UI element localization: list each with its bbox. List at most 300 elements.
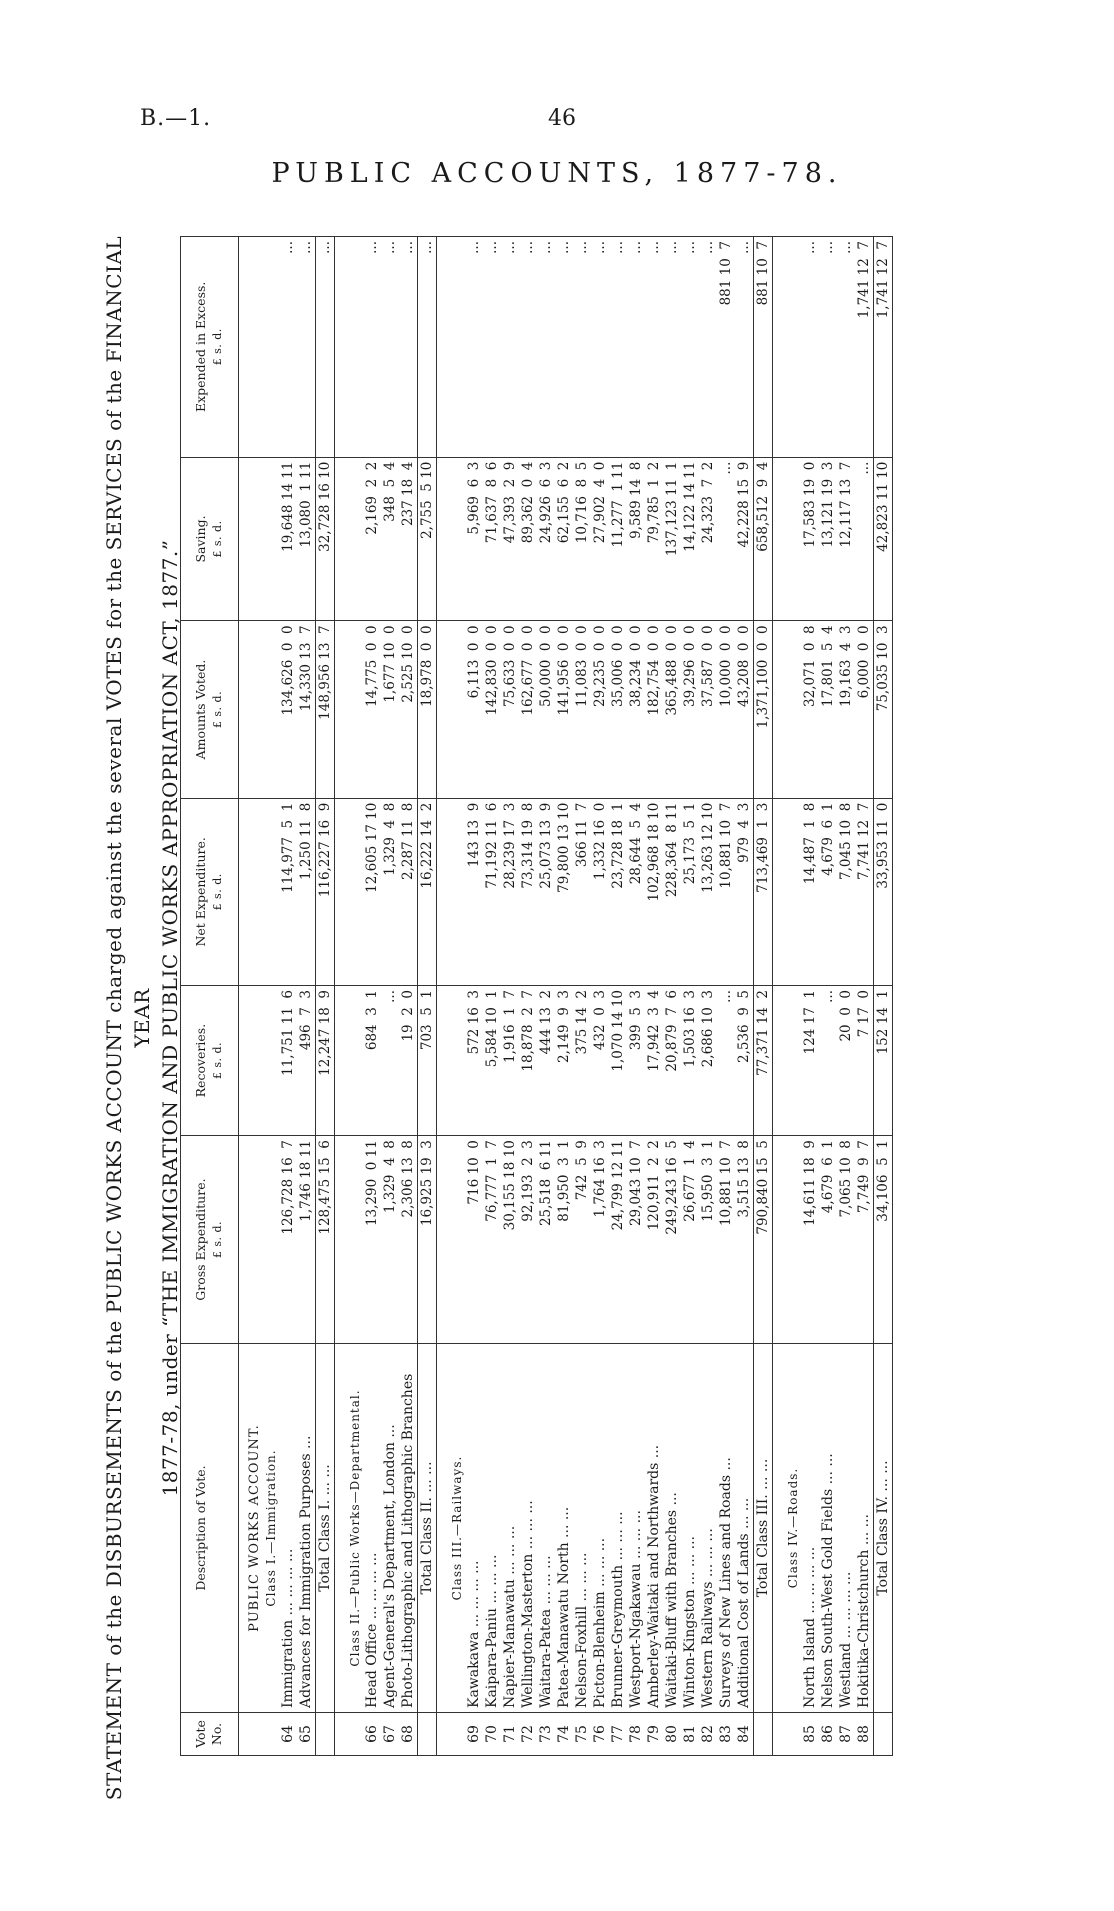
cell-excess: ... [501,237,519,458]
cell-rec: 124 17 1 [801,986,819,1136]
cell-voted: 18,978 0 0 [418,621,437,798]
cell-rec: 2,149 9 3 [555,986,573,1136]
cell-excess: ... [573,237,591,458]
cell-net: 16,222 14 2 [418,798,437,985]
cell-net: 28,239 17 3 [501,798,519,985]
page-reference: B.—1. [140,106,212,131]
cell-saving: 14,122 14 11 [681,457,699,621]
table-row [381,237,399,1756]
table-row [501,237,519,1756]
cell-saving: 137,123 11 1 [663,457,681,621]
cell-gross: 10,881 10 7 [717,1136,735,1344]
cell-voted: 365,488 0 0 [663,621,681,798]
table-row [537,237,555,1756]
cell-saving: 17,583 19 0 [801,457,819,621]
cell-excess: ... [819,237,837,458]
table-row [519,237,537,1756]
cell-excess: ... [555,237,573,458]
cell-rec: ... [381,986,399,1136]
cell-gross: 7,065 10 8 [837,1136,855,1344]
cell-voted: 39,296 0 0 [681,621,699,798]
cell-gross: 120,911 2 2 [645,1136,663,1344]
cell-excess: ... [837,237,855,458]
cell-desc: Kaipara-Paniu ... ... ... [483,1344,501,1713]
cell-gross: 4,679 6 1 [819,1136,837,1344]
total-row [316,237,335,1756]
table-row [855,237,874,1756]
cell-excess: 881 10 7 [754,237,773,458]
cell-gross: 1,746 18 11 [297,1136,316,1344]
units-label: £ s. d. [211,1221,224,1259]
total-row [874,237,893,1756]
cell-vote [754,1713,773,1756]
table-row [399,237,418,1756]
cell-saving: 71,637 8 6 [483,457,501,621]
cell-vote: 68 [399,1713,418,1756]
page-number: 46 [548,106,576,131]
cell-net: 102,968 18 10 [645,798,663,985]
cell-net: 33,953 11 0 [874,798,893,985]
table-row [627,237,645,1756]
section-class-2: Class II.—Public Works—Departmental. [347,1344,363,1713]
rotated-statement [100,228,1060,1808]
cell-net: 1,250 11 8 [297,798,316,985]
cell-vote: 71 [501,1713,519,1756]
cell-net: 143 13 9 [465,798,483,985]
disbursements-table [180,236,893,1756]
cell-voted: 75,035 10 3 [874,621,893,798]
cell-excess: ... [663,237,681,458]
cell-net: 4,679 6 1 [819,798,837,985]
cell-desc: Napier-Manawatu ... ... ... [501,1344,519,1713]
cell-net: 71,192 11 6 [483,798,501,985]
section-heading-row [449,237,465,1756]
cell-gross: 126,728 16 7 [279,1136,297,1344]
section-account-title: PUBLIC WORKS ACCOUNT. [239,1344,264,1713]
cell-desc: Nelson South-West Gold Fields ... ... [819,1344,837,1713]
cell-vote: 64 [279,1713,297,1756]
table-row [483,237,501,1756]
cell-excess: ... [399,237,418,458]
cell-gross: 16,925 19 3 [418,1136,437,1344]
cell-voted: 1,371,100 0 0 [754,621,773,798]
table-row [801,237,819,1756]
cell-desc: Total Class I. ... ... [316,1344,335,1713]
cell-net: 12,605 17 10 [363,798,381,985]
cell-rec: 1,916 1 7 [501,986,519,1136]
units-label: £ s. d. [211,520,224,558]
caption-line-2: 1877-78, under “THE IMMIGRATION AND PUBLIC WORKS APPROPRIATION ACT, 1877.” [158,539,182,1497]
units-label: £ s. d. [211,1042,224,1080]
table-row [819,237,837,1756]
cell-excess: 881 10 7 [717,237,735,458]
cell-gross: 30,155 18 10 [501,1136,519,1344]
table-body [239,237,893,1756]
cell-voted: 141,956 0 0 [555,621,573,798]
cell-voted: 43,208 0 0 [735,621,754,798]
table-row [717,237,735,1756]
cell-excess: ... [609,237,627,458]
cell-gross: 716 10 0 [465,1136,483,1344]
cell-gross: 1,329 4 8 [381,1136,399,1344]
section-class-4: Class IV.—Roads. [785,1344,801,1713]
cell-vote: 80 [663,1713,681,1756]
col-voted [181,621,239,798]
cell-rec: 19 2 0 [399,986,418,1136]
cell-saving: 42,823 11 10 [874,457,893,621]
cell-excess: ... [363,237,381,458]
cell-rec: ... [819,986,837,1136]
cell-desc: Advances for Immigration Purposes ... [297,1344,316,1713]
cell-excess: ... [297,237,316,458]
cell-gross: 34,106 5 1 [874,1136,893,1344]
cell-rec: 12,247 18 9 [316,986,335,1136]
table-row [297,237,316,1756]
cell-net: 979 4 3 [735,798,754,985]
col-gross [181,1136,239,1344]
cell-rec: 1,070 14 10 [609,986,627,1136]
cell-vote: 78 [627,1713,645,1756]
cell-voted: 38,234 0 0 [627,621,645,798]
cell-net: 713,469 1 3 [754,798,773,985]
cell-saving: 5,969 6 3 [465,457,483,621]
cell-vote: 74 [555,1713,573,1756]
total-row [418,237,437,1756]
cell-vote: 88 [855,1713,874,1756]
cell-desc: Western Railways ... ... ... [699,1344,717,1713]
cell-vote: 65 [297,1713,316,1756]
caption-line-1: STATEMENT of the DISBURSEMENTS of the PUBLIC WORKS ACCOUNT charged against the several VOTES for the SERVICES of the FINANCIAL YEAR [102,235,154,1801]
cell-desc: Brunner-Greymouth ... ... ... [609,1344,627,1713]
table-row [735,237,754,1756]
cell-gross: 7,749 9 7 [855,1136,874,1344]
cell-voted: 35,006 0 0 [609,621,627,798]
cell-saving: 27,902 4 0 [591,457,609,621]
cell-rec: 7 17 0 [855,986,874,1136]
cell-vote: 87 [837,1713,855,1756]
col-recoveries [181,986,239,1136]
cell-rec: 18,878 2 7 [519,986,537,1136]
cell-saving: 24,926 6 3 [537,457,555,621]
cell-saving: 13,080 1 11 [297,457,316,621]
cell-voted: 162,677 0 0 [519,621,537,798]
cell-gross: 1,764 16 3 [591,1136,609,1344]
cell-net: 28,644 5 4 [627,798,645,985]
cell-rec: 399 5 3 [627,986,645,1136]
table-row [279,237,297,1756]
units-label: £ s. d. [211,328,224,366]
cell-vote: 67 [381,1713,399,1756]
cell-desc: Total Class II. ... ... [418,1344,437,1713]
cell-voted: 6,113 0 0 [465,621,483,798]
cell-saving: 12,117 13 7 [837,457,855,621]
cell-voted: 10,000 0 0 [717,621,735,798]
cell-saving: 62,155 6 2 [555,457,573,621]
cell-vote: 81 [681,1713,699,1756]
cell-gross: 24,799 12 11 [609,1136,627,1344]
cell-desc: Waitara-Patea ... ... ... [537,1344,555,1713]
section-heading-row [347,237,363,1756]
col-description: Description of Vote. [181,1344,239,1713]
cell-voted: 37,587 0 0 [699,621,717,798]
cell-vote: 66 [363,1713,381,1756]
cell-saving: 11,277 1 11 [609,457,627,621]
cell-saving: 9,589 14 8 [627,457,645,621]
cell-saving: ... [855,457,874,621]
cell-gross: 25,518 6 11 [537,1136,555,1344]
cell-net: 2,287 11 8 [399,798,418,985]
cell-desc: Surveys of New Lines and Roads ... [717,1344,735,1713]
col-voted-label: Amounts Voted. [193,659,208,760]
cell-voted: 14,775 0 0 [363,621,381,798]
cell-saving: 47,393 2 9 [501,457,519,621]
col-saving-label: Saving. [193,515,208,563]
cell-desc: North Island ... ... ... ... [801,1344,819,1713]
cell-voted: 11,083 0 0 [573,621,591,798]
cell-net: 1,329 4 8 [381,798,399,985]
cell-desc: Immigration ... ... ... ... [279,1344,297,1713]
cell-desc: Total Class III. ... ... [754,1344,773,1713]
cell-saving: 89,362 0 4 [519,457,537,621]
cell-rec: 17,942 3 4 [645,986,663,1136]
cell-excess: ... [537,237,555,458]
cell-gross: 29,043 10 7 [627,1136,645,1344]
cell-saving: 79,785 1 2 [645,457,663,621]
cell-net: 1,332 16 0 [591,798,609,985]
cell-saving: 10,716 8 5 [573,457,591,621]
cell-excess: ... [735,237,754,458]
section-heading-row [785,237,801,1756]
section-class-1: Class I.—Immigration. [263,1344,279,1713]
col-net [181,798,239,985]
table-row [555,237,573,1756]
cell-voted: 182,754 0 0 [645,621,663,798]
cell-excess: 1,741 12 7 [855,237,874,458]
cell-rec: 375 14 2 [573,986,591,1136]
cell-voted: 75,633 0 0 [501,621,519,798]
cell-voted: 29,235 0 0 [591,621,609,798]
cell-voted: 148,956 13 7 [316,621,335,798]
cell-desc: Westport-Ngakawau ... ... ... [627,1344,645,1713]
cell-saving: 32,728 16 10 [316,457,335,621]
statement-caption [100,228,184,1808]
cell-net: 116,227 16 9 [316,798,335,985]
cell-vote: 86 [819,1713,837,1756]
cell-voted: 19,163 4 3 [837,621,855,798]
cell-vote: 75 [573,1713,591,1756]
cell-voted: 2,525 10 0 [399,621,418,798]
cell-rec: 444 13 2 [537,986,555,1136]
cell-rec: 1,503 16 3 [681,986,699,1136]
cell-desc: Total Class IV. ... ... [874,1344,893,1713]
cell-vote [874,1713,893,1756]
table-row [645,237,663,1756]
cell-rec: 2,686 10 3 [699,986,717,1136]
col-excess [181,237,239,458]
cell-gross: 790,840 15 5 [754,1136,773,1344]
units-label: £ s. d. [211,690,224,729]
cell-net: 114,977 5 1 [279,798,297,985]
cell-rec: 684 3 1 [363,986,381,1136]
cell-rec: 496 7 3 [297,986,316,1136]
cell-saving: 237 18 4 [399,457,418,621]
cell-excess: ... [279,237,297,458]
cell-excess: ... [316,237,335,458]
cell-excess: ... [681,237,699,458]
table-row [465,237,483,1756]
cell-vote: 77 [609,1713,627,1756]
cell-voted: 1,677 10 0 [381,621,399,798]
cell-vote: 79 [645,1713,663,1756]
col-vote: Vote No. [181,1713,239,1756]
table-row [663,237,681,1756]
table-row [573,237,591,1756]
cell-desc: Amberley-Waitaki and Northwards ... [645,1344,663,1713]
cell-excess: ... [591,237,609,458]
cell-voted: 50,000 0 0 [537,621,555,798]
section-heading-row [263,237,279,1756]
cell-voted: 14,330 13 7 [297,621,316,798]
table-row [609,237,627,1756]
cell-gross: 742 5 9 [573,1136,591,1344]
units-label: £ s. d. [211,873,224,911]
col-gross-label: Gross Expenditure. [193,1178,208,1301]
table-header-row [181,237,239,1756]
cell-vote [418,1713,437,1756]
cell-vote: 69 [465,1713,483,1756]
cell-excess: ... [465,237,483,458]
cell-vote: 70 [483,1713,501,1756]
table-row [837,237,855,1756]
cell-excess: ... [645,237,663,458]
cell-vote [316,1713,335,1756]
cell-desc: Nelson-Foxhill ... ... ... [573,1344,591,1713]
cell-rec: 152 14 1 [874,986,893,1136]
cell-rec: 20,879 7 6 [663,986,681,1136]
cell-gross: 249,243 16 5 [663,1136,681,1344]
cell-desc: Photo-Lithographic and Lithographic Branches [399,1344,418,1713]
cell-desc: Hokitika-Christchurch ... ... [855,1344,874,1713]
col-excess-label: Expended in Excess. [193,281,208,413]
table-row [591,237,609,1756]
cell-desc: Westland ... ... ... ... [837,1344,855,1713]
table-row [363,237,381,1756]
cell-net: 13,263 12 10 [699,798,717,985]
cell-vote: 84 [735,1713,754,1756]
cell-vote: 83 [717,1713,735,1756]
cell-rec: 5,584 10 1 [483,986,501,1136]
cell-net: 228,364 8 11 [663,798,681,985]
cell-rec: ... [717,986,735,1136]
cell-desc: Patea-Manawatu North ... ... [555,1344,573,1713]
cell-gross: 81,950 3 1 [555,1136,573,1344]
cell-voted: 134,626 0 0 [279,621,297,798]
cell-voted: 32,071 0 8 [801,621,819,798]
cell-voted: 17,801 5 4 [819,621,837,798]
cell-rec: 20 0 0 [837,986,855,1136]
cell-vote: 72 [519,1713,537,1756]
cell-net: 10,881 10 7 [717,798,735,985]
cell-net: 73,314 19 8 [519,798,537,985]
cell-gross: 14,611 18 9 [801,1136,819,1344]
cell-desc: Wellington-Masterton ... ... ... [519,1344,537,1713]
cell-excess: ... [483,237,501,458]
cell-saving: 2,755 5 10 [418,457,437,621]
cell-net: 79,800 13 10 [555,798,573,985]
cell-gross: 76,777 1 7 [483,1136,501,1344]
section-class-3: Class III.—Railways. [449,1344,465,1713]
cell-desc: Head Office ... ... ... ... [363,1344,381,1713]
cell-net: 23,728 18 1 [609,798,627,985]
cell-net: 7,741 12 7 [855,798,874,985]
cell-excess: ... [418,237,437,458]
cell-gross: 26,677 1 4 [681,1136,699,1344]
total-row [754,237,773,1756]
cell-gross: 2,306 13 8 [399,1136,418,1344]
cell-saving: 2,169 2 2 [363,457,381,621]
cell-saving: 42,228 15 9 [735,457,754,621]
cell-rec: 703 5 1 [418,986,437,1136]
cell-net: 14,487 1 8 [801,798,819,985]
cell-net: 366 11 7 [573,798,591,985]
cell-saving: 24,323 7 2 [699,457,717,621]
cell-vote: 82 [699,1713,717,1756]
cell-desc: Kawakawa ... ... ... ... [465,1344,483,1713]
cell-excess: ... [627,237,645,458]
cell-net: 25,073 13 9 [537,798,555,985]
cell-gross: 3,515 13 8 [735,1136,754,1344]
cell-saving: ... [717,457,735,621]
page-title: PUBLIC ACCOUNTS, 1877-78. [271,158,843,189]
cell-excess: ... [699,237,717,458]
col-recoveries-label: Recoveries. [193,1023,208,1098]
cell-saving: 13,121 19 3 [819,457,837,621]
cell-rec: 572 16 3 [465,986,483,1136]
cell-desc: Winton-Kingston ... ... ... [681,1344,699,1713]
cell-excess: ... [801,237,819,458]
table-row [699,237,717,1756]
cell-gross: 15,950 3 1 [699,1136,717,1344]
cell-gross: 92,193 2 3 [519,1136,537,1344]
col-net-label: Net Expenditure. [193,837,208,947]
table-row [681,237,699,1756]
cell-voted: 142,830 0 0 [483,621,501,798]
cell-saving: 658,512 9 4 [754,457,773,621]
section-heading-row [239,237,264,1756]
cell-net: 7,045 10 8 [837,798,855,985]
cell-excess: 1,741 12 7 [874,237,893,458]
cell-voted: 6,000 0 0 [855,621,874,798]
cell-rec: 2,536 9 5 [735,986,754,1136]
cell-vote: 73 [537,1713,555,1756]
col-saving [181,457,239,621]
cell-gross: 128,475 15 6 [316,1136,335,1344]
cell-saving: 19,648 14 11 [279,457,297,621]
cell-desc: Additional Cost of Lands ... ... [735,1344,754,1713]
cell-rec: 432 0 3 [591,986,609,1136]
cell-excess: ... [519,237,537,458]
cell-gross: 13,290 0 11 [363,1136,381,1344]
cell-rec: 11,751 11 6 [279,986,297,1136]
cell-vote: 76 [591,1713,609,1756]
cell-vote: 85 [801,1713,819,1756]
cell-rec: 77,371 14 2 [754,986,773,1136]
cell-desc: Waitaki-Bluff with Branches ... [663,1344,681,1713]
cell-desc: Agent-General's Department, London ... [381,1344,399,1713]
cell-net: 25,173 5 1 [681,798,699,985]
cell-excess: ... [381,237,399,458]
cell-saving: 348 5 4 [381,457,399,621]
